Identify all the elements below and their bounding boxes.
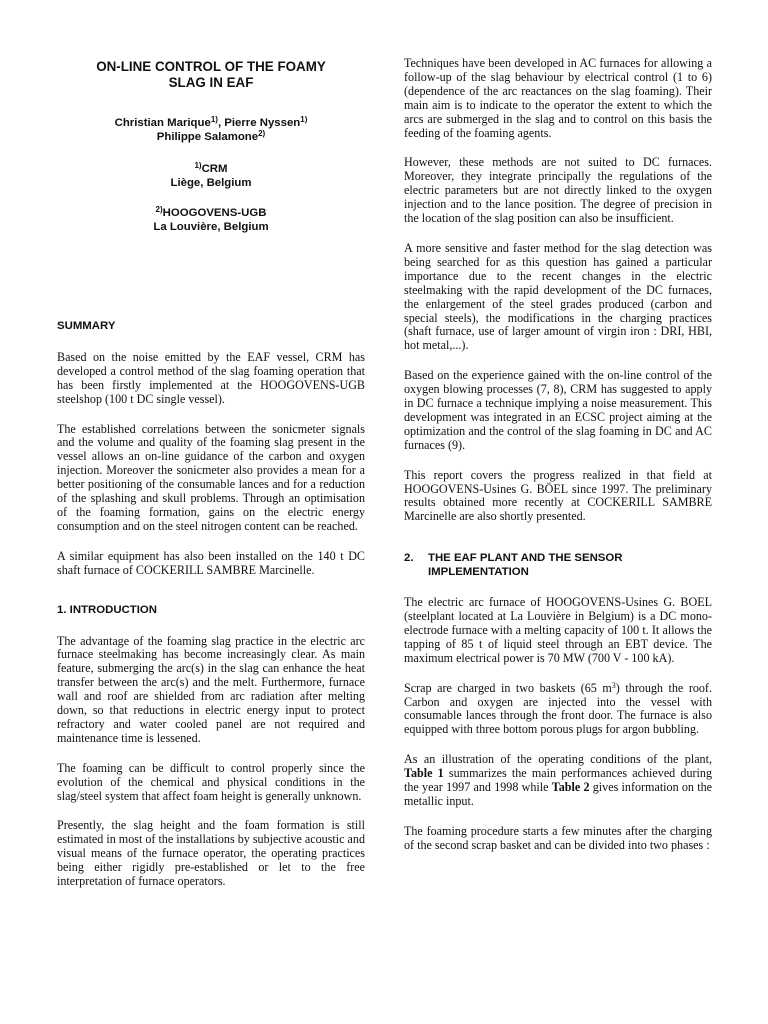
introduction-heading: 1. INTRODUCTION: [57, 603, 157, 616]
body-paragraph: A more sensitive and faster method for the slag detection was being searched for as this question has gained a particular importance due to the recent changes in the electric steelmaking with the rapid development of the DC furnaces, the enlargement of the steel grades produced (carbon and special steels), the modifications in the charging practices (shaft furnace, use of larger amount of virgin iron : DRI, HBI, hot metal,...).: [404, 240, 712, 353]
right-column: [404, 57, 712, 869]
body-paragraph: As an illustration of the operating conditions of the plant, Table 1 summarizes the main performances achieved during the year 1997 and 1998 while Table 2 gives information on the metallic input.: [404, 752, 713, 808]
table-reference: Table 1: [404, 766, 444, 781]
section-title-line-1: THE EAF PLANT AND THE SENSOR: [428, 552, 623, 565]
summary-paragraph: Based on the noise emitted by the EAF vessel, CRM has developed a control method of the slag foaming operation that has been firstly implemented at the HOOGOVENS-UGB steelshop (100 t DC single vessel).: [57, 349, 365, 406]
section-number: 2.: [404, 552, 414, 565]
paper-title: [57, 59, 365, 91]
body-paragraph: This report covers the progress realized in that field at HOOGOVENS-Usines G. BÖEL since 1997. The preliminary results obtained more recently at COCKERILL SAMBRE Marcinelle are also shortly presented.: [404, 467, 712, 524]
summary-paragraph: The established correlations between the sonicmeter signals and the volume and quality of the foaming slag present in the vessel allows an on-line guidance of the carbon and oxygen injection. Moreover the sonicmeter also provides a mean for a better positioning of the consumable lances and for a reduction of the splashing and skull problems. Through an optimisation of the foaming formation, gains on the electric energy consumption and on the steel nitrogen content can be reached.: [57, 421, 365, 533]
body-paragraph: Scrap are charged in two baskets (65 $m^3$) through the roof. Carbon and oxygen are injected into the vessel with consumable lances through the front door. The furnace is also equipped with three bottom porous plugs for argon bubbling.: [404, 680, 712, 737]
affiliation-mark: 1): [194, 161, 202, 170]
affiliation-name: HOOGOVENS-UGB: [162, 207, 267, 219]
body-paragraph: However, these methods are not suited to DC furnaces. Moreover, they integrate principally the regulations of the electric parameters but are not directly linked to the oxygen injection and to the lance position. The degree of precision in the location of the slag position can also be insufficient.: [404, 155, 712, 226]
author-name: , Pierre Nyssen: [217, 117, 301, 129]
left-column: [57, 57, 365, 905]
affiliation-name: CRM: [201, 163, 228, 175]
summary-heading: SUMMARY: [57, 320, 116, 332]
body-paragraph: Based on the experience gained with the on-line control of the oxygen blowing processes (7, 8), CRM has suggested to apply in DC furnace a technique implying a noise measurement. This development was integrated in an ECSC project aiming at the optimization and the control of the slag foaming in DC and AC furnaces (9).: [404, 368, 712, 452]
introduction-paragraph: Presently, the slag height and the foam formation is still estimated in most of the installations by subjective acoustic and visual means of the furnace operator, the operating practices being either rigidly pre-established or let to the free interpretation of furnace operators.: [57, 818, 365, 889]
author-name: Christian Marique: [114, 117, 211, 129]
author-list: [57, 116, 365, 144]
table-reference: Table 2: [551, 780, 590, 795]
body-paragraph: Techniques have been developed in AC furnaces for allowing a follow-up of the slag behaviour by electrical control (1 to 6) (dependence of the arc reactances on the slag foaming). Their main aim is to indicate to the operator the extent to which the arcs are submerged in the slag and to control on this basis the feeding of the foaming agents.: [404, 56, 712, 140]
body-paragraph: The electric arc furnace of HOOGOVENS-Usines G. BOEL (steelplant located at La Louvière in Belgium) is a DC mono-electrode furnace with a melting capacity of 100 t. It allows the tapping of 85 t of liquid steel through an EBT device. The maximum electrical power is 70 MW (700 V - 100 kA).: [404, 595, 712, 665]
section-2-heading: [404, 552, 712, 580]
introduction-paragraph: The foaming can be difficult to control properly since the evolution of the chemical and physical conditions in the slag/steel system that affect foam height is generally unknown.: [57, 760, 365, 803]
body-paragraph: The foaming procedure starts a few minutes after the charging of the second scrap basket and can be divided into two phases :: [404, 823, 712, 852]
introduction-paragraph: The advantage of the foaming slag practice in the electric arc furnace steelmaking has become increasingly clear. As main feature, submerging the arc(s) in the slag can enhance the heat transfer between the arc(s) and the melt. Furthermore, furnace wall and roof are shielded from arc radiation after melting down, so that reductions in electric energy input to protect refractory and water cooled panel are not required and maintenance time is lessened.: [57, 633, 365, 745]
title-line-2: SLAG IN EAF: [168, 75, 254, 90]
author-name: Philippe Salamone: [156, 131, 259, 143]
superscript: 3: [611, 680, 616, 690]
affiliation-mark: 1): [300, 115, 308, 124]
affiliation-mark: 2): [155, 205, 163, 214]
affiliation-place: La Louvière, Belgium: [153, 221, 269, 233]
affiliation-mark: 2): [258, 129, 266, 138]
affiliation-place: Liège, Belgium: [170, 177, 252, 189]
affiliation-mark: 1): [210, 115, 218, 124]
title-line-1: ON-LINE CONTROL OF THE FOAMY: [96, 59, 326, 74]
affiliation-2: [57, 206, 365, 234]
affiliation-1: [57, 162, 365, 190]
summary-paragraph: A similar equipment has also been installed on the 140 t DC shaft furnace of COCKERILL SAMBRE Marcinelle.: [57, 548, 365, 577]
section-title-line-2: IMPLEMENTATION: [428, 566, 529, 579]
